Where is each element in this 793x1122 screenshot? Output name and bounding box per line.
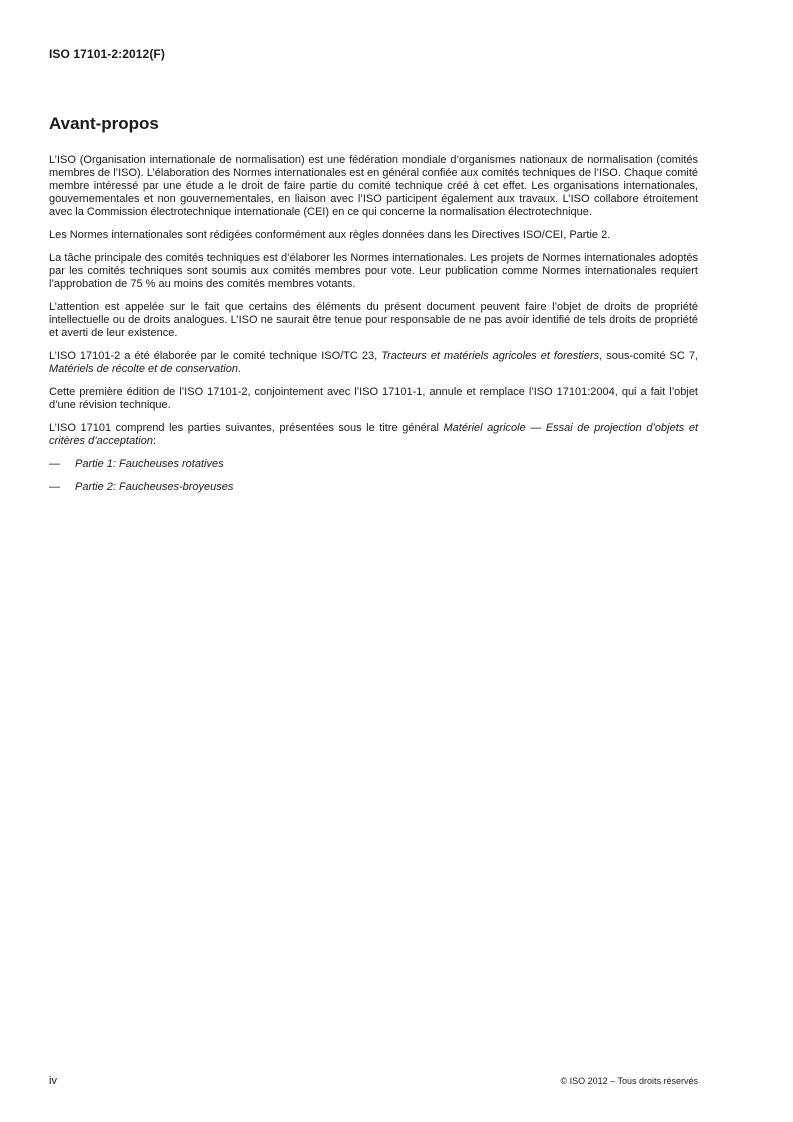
prepared-by-text-e: .	[237, 363, 241, 375]
paragraph-directives: Les Normes internationales sont rédigées conformément aux règles données dans les Directives ISO/CEI, Partie 2.	[49, 229, 611, 241]
subcommittee-title: Matériels de récolte et de conservation	[49, 363, 238, 375]
list-item	[49, 481, 698, 494]
page-title: Avant-propos	[49, 114, 159, 133]
list-item-label: Partie 1: Faucheuses rotatives	[75, 458, 224, 470]
parts-intro-text-a: L’ISO 17101 comprend les parties suivantes, présentées sous le titre général	[49, 422, 444, 434]
paragraph-parts-intro	[49, 422, 698, 448]
prepared-by-text-a: L’ISO 17101-2 a été élaborée par le comité technique ISO/TC 23,	[49, 350, 382, 362]
paragraph-committees: La tâche principale des comités techniques est d’élaborer les Normes internationales. Les projets de Normes internationales adoptés par les comités techniques sont soumis aux comités membres pour vote. Leur publication comme Normes internationales requiert l’approbation de 75 % au moins des comités membres votants.	[49, 252, 698, 290]
paragraph-patent-rights: L’attention est appelée sur le fait que certains des éléments du présent document peuvent faire l’objet de droits de propriété intellectuelle ou de droits analogues. L’ISO ne saurait être tenue pour responsable de ne pas avoir identifié de tels droits de propriété et averti de leur existence.	[49, 301, 698, 339]
list-item	[49, 458, 698, 471]
prepared-by-text-c: , sous-comité SC 7,	[599, 350, 698, 362]
paragraph-prepared-by	[49, 350, 698, 376]
page-number: iv	[49, 1075, 57, 1087]
document-id: ISO 17101-2:2012(F)	[49, 47, 165, 61]
parts-intro-text-c: :	[152, 435, 157, 447]
foreword-body	[49, 154, 698, 504]
general-title: Matériel agricole — Essai de projection d’objets et critères d’acceptation	[49, 422, 698, 447]
paragraph-iso-intro: L’ISO (Organisation internationale de normalisation) est une fédération mondiale d’organismes nationaux de normalisation (comités membres de l’ISO). L’élaboration des Normes internationales est en général confiée aux comités techniques de l’ISO. Chaque comité membre intéressé par une étude a le droit de faire partie du comité technique créé à cet effet. Les organisations internationales, gouvernementales et non gouvernementales, en liaison avec l’ISO participent également aux travaux. L’ISO collabore étroitement avec la Commission électrotechnique internationale (CEI) en ce qui concerne la normalisation électrotechnique.	[49, 154, 698, 218]
list-item-label: Partie 2: Faucheuses-broyeuses	[75, 481, 234, 493]
copyright-notice: © ISO 2012 – Tous droits réservés	[560, 1076, 698, 1086]
list-dash: —	[49, 458, 60, 470]
list-dash: —	[49, 481, 60, 493]
committee-title: Tracteurs et matériels agricoles et forestiers	[381, 350, 600, 362]
paragraph-edition: Cette première édition de l’ISO 17101-2, conjointement avec l’ISO 17101-1, annule et remplace l’ISO 17101:2004, qui a fait l’objet d’une révision technique.	[49, 386, 698, 411]
